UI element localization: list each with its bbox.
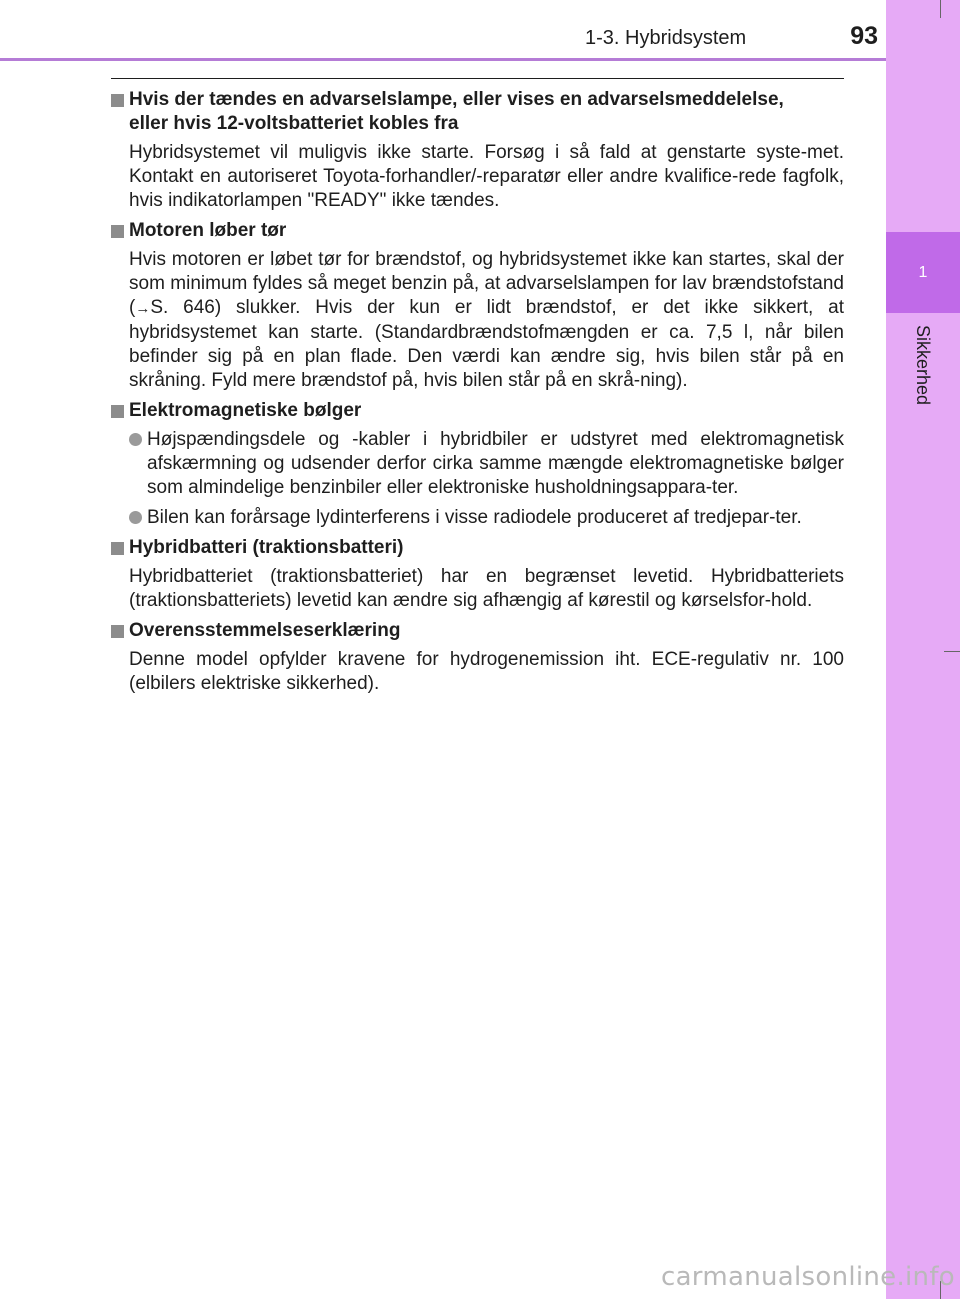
section-out-of-fuel — [110, 219, 844, 393]
crop-mark — [944, 651, 960, 652]
square-bullet-icon — [111, 542, 124, 555]
sidebar-band — [886, 0, 960, 1299]
page-number: 93 — [850, 22, 878, 50]
list-item-text: Højspændingsdele og -kabler i hybridbiler er udstyret med elektromagnetisk afskærmning og udsender derfor cirka samme mængde elektromagnetiske bølger som almindelige benzinbiler eller elektroniske husholdningsappara-ter. — [147, 429, 844, 498]
section-hybrid-battery — [110, 536, 844, 613]
section-electromagnetic — [110, 399, 844, 530]
page-reference-link[interactable]: S. 646 — [150, 297, 215, 318]
section-body: Hybridbatteriet (traktionsbatteriet) har en begrænset levetid. Hybridbatteriets (traktionsbatteriets) levetid kan ændre sig afhængig af kørestil og kørselsfor-hold. — [129, 566, 844, 611]
square-bullet-icon — [111, 225, 124, 238]
watermark: carmanualsonline.info — [660, 1262, 955, 1292]
square-bullet-icon — [111, 625, 124, 638]
page-content — [110, 88, 844, 702]
chapter-label-text: Sikkerhed — [913, 325, 933, 406]
list-item-text: Bilen kan forårsage lydinterferens i visse radiodele produceret af tredjepar-ter. — [147, 507, 802, 528]
heading-text: Elektromagnetiske bølger — [129, 400, 362, 421]
arrow-right-icon: → — [135, 300, 151, 317]
section-heading — [110, 399, 844, 423]
heading-text: Overensstemmelseserklæring — [129, 620, 401, 641]
section-heading — [110, 536, 844, 560]
section-heading — [110, 88, 844, 136]
heading-line-2: eller hvis 12-voltsbatteriet kobles fra — [129, 113, 459, 134]
crop-mark — [940, 0, 941, 18]
chapter-label — [886, 325, 960, 445]
list-item — [110, 428, 844, 500]
section-heading — [110, 219, 844, 243]
list-item — [110, 506, 844, 530]
circle-bullet-icon — [129, 511, 142, 524]
square-bullet-icon — [111, 94, 124, 107]
heading-text: Motoren løber tør — [129, 220, 287, 241]
section-header-title: 1-3. Hybridsystem — [585, 27, 747, 49]
section-declaration — [110, 619, 844, 696]
section-body: Hybridsystemet vil muligvis ikke starte. Forsøg i så fald at genstarte syste-met. Kontakt en autoriseret Toyota-forhandler/-reparatør eller andre kvalifice-rede fagfolk, hvis indikatorlampen "READY" ikke tændes. — [129, 142, 844, 211]
chapter-number-tab — [886, 232, 960, 313]
heading-line-1: Hvis der tændes en advarselslampe, eller vises en advarselsmeddelelse, — [129, 89, 784, 110]
circle-bullet-icon — [129, 433, 142, 446]
header-rule — [0, 58, 886, 61]
chapter-number: 1 — [918, 263, 928, 281]
body-text-before-ref: Hvis motoren er løbet tør for brændstof, og hybridsystemet ikke kan startes, skal der som minimum fyldes så meget benzin på, at advarselslampen for lav brændstofstand ( — [129, 249, 844, 318]
body-text-after-ref: ) slukker. Hvis der kun er lidt brændstof, er det ikke sikkert, at hybridsystemet kan starte. (Standardbrændstofmængden er ca. 7,5 l, når bilen befinder sig på en plan flade. Den værdi kan ændre sig, hvis bilen står på en skråning. Fyld mere brændstof på, hvis bilen står på en skrå-ning). — [129, 297, 844, 391]
section-heading — [110, 619, 844, 643]
section-body: Denne model opfylder kravene for hydrogenemission iht. ECE-regulativ nr. 100 (elbilers elektriske sikkerhed). — [129, 649, 844, 694]
section-warning-light — [110, 88, 844, 213]
content-top-rule — [111, 78, 844, 79]
square-bullet-icon — [111, 405, 124, 418]
section-body — [110, 248, 844, 393]
heading-text: Hybridbatteri (traktionsbatteri) — [129, 537, 404, 558]
